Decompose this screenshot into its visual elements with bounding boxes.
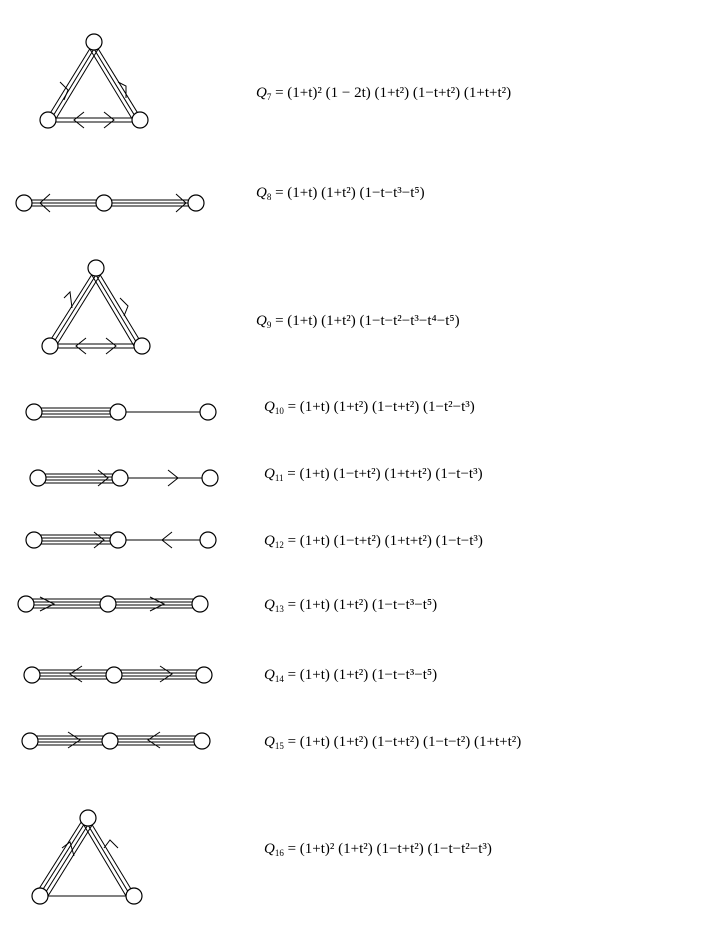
formula: $Q_{12} = (1+t)$ (1−t+t²) (1+t+t²) (1−t−t³) bbox=[264, 533, 483, 550]
vertex-node bbox=[80, 810, 96, 826]
formula: $Q_9 = (1+t)$ (1+t²) (1−t−t²−t³−t⁴−t⁵) bbox=[256, 313, 460, 330]
formula: $Q_{13} = (1+t)$ (1+t²) (1−t−t³−t⁵) bbox=[264, 597, 438, 614]
triangle-quiver-diagram bbox=[0, 0, 240, 920]
formula: $Q_{16} = (1+t)^2$ (1+t²) (1−t+t²) (1−t−t²−t³) bbox=[264, 841, 492, 858]
vertex-node bbox=[126, 888, 142, 904]
formula: $Q_7 = (1+t)^2$ (1 − 2t) (1+t²) (1−t+t²) (1+t+t²) bbox=[256, 85, 512, 102]
formula: $Q_8 = (1+t)$ (1+t²) (1−t−t³−t⁵) bbox=[256, 185, 425, 202]
formula: $Q_{10} = (1+t)$ (1+t²) (1−t+t²) (1−t²−t³) bbox=[264, 399, 475, 416]
formula: $Q_{15} = (1+t)$ (1+t²) (1−t+t²) (1−t−t²) (1+t+t²) bbox=[264, 734, 522, 751]
formula: $Q_{11} = (1+t)$ (1−t+t²) (1+t+t²) (1−t−t³) bbox=[264, 466, 483, 483]
formula: $Q_{14} = (1+t)$ (1+t²) (1−t−t³−t⁵) bbox=[264, 667, 438, 684]
vertex-node bbox=[32, 888, 48, 904]
